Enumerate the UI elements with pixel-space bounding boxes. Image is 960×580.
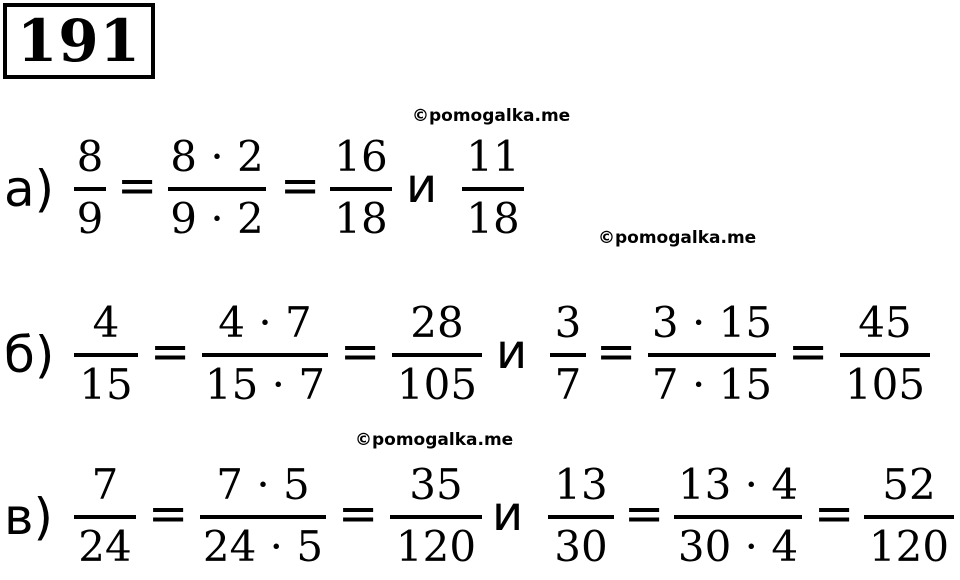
fraction-bar bbox=[864, 515, 954, 519]
equals-sign: = bbox=[338, 486, 379, 542]
denominator: 9 · 2 bbox=[170, 194, 264, 243]
numerator: 8 bbox=[76, 132, 104, 181]
fraction-bar bbox=[200, 515, 326, 519]
denominator: 15 bbox=[79, 360, 133, 409]
watermark: ©pomogalka.me bbox=[598, 228, 757, 248]
conjunction: и bbox=[406, 158, 438, 214]
fraction bbox=[550, 294, 586, 414]
numerator: 13 bbox=[554, 460, 608, 509]
fraction bbox=[392, 294, 482, 414]
fraction bbox=[74, 294, 138, 414]
part-label: в) bbox=[4, 488, 53, 546]
fraction-bar bbox=[548, 515, 614, 519]
denominator: 30 bbox=[554, 522, 608, 571]
denominator: 24 · 5 bbox=[202, 522, 324, 571]
equals-sign: = bbox=[117, 158, 158, 214]
fraction bbox=[74, 456, 136, 576]
fraction bbox=[200, 456, 326, 576]
numerator: 7 · 5 bbox=[216, 460, 310, 509]
part-label: а) bbox=[4, 160, 55, 218]
denominator: 24 bbox=[78, 522, 132, 571]
fraction bbox=[168, 128, 266, 248]
fraction-bar bbox=[74, 515, 136, 519]
fraction bbox=[202, 294, 328, 414]
numerator: 7 bbox=[91, 460, 119, 509]
equals-sign: = bbox=[150, 324, 191, 380]
part-label: б) bbox=[4, 326, 55, 384]
fraction bbox=[74, 128, 106, 248]
denominator: 9 bbox=[76, 194, 104, 243]
numerator: 4 · 7 bbox=[218, 298, 312, 347]
fraction-bar bbox=[462, 187, 524, 191]
fraction bbox=[390, 456, 482, 576]
numerator: 4 bbox=[92, 298, 120, 347]
fraction bbox=[864, 456, 954, 576]
watermark: ©pomogalka.me bbox=[355, 430, 514, 450]
equals-sign: = bbox=[596, 324, 637, 380]
numerator: 16 bbox=[334, 132, 388, 181]
denominator: 18 bbox=[466, 194, 520, 243]
equals-sign: = bbox=[624, 486, 665, 542]
numerator: 11 bbox=[466, 132, 520, 181]
fraction bbox=[674, 456, 802, 576]
fraction-bar bbox=[550, 353, 586, 357]
denominator: 120 bbox=[868, 522, 950, 571]
denominator: 7 bbox=[554, 360, 582, 409]
numerator: 13 · 4 bbox=[677, 460, 799, 509]
numerator: 52 bbox=[882, 460, 936, 509]
problem-number: 191 bbox=[3, 3, 155, 79]
fraction bbox=[648, 294, 776, 414]
denominator: 15 · 7 bbox=[204, 360, 326, 409]
denominator: 30 · 4 bbox=[677, 522, 799, 571]
fraction-bar bbox=[390, 515, 482, 519]
numerator: 3 bbox=[554, 298, 582, 347]
conjunction: и bbox=[492, 486, 524, 542]
numerator: 3 · 15 bbox=[651, 298, 773, 347]
denominator: 105 bbox=[396, 360, 478, 409]
numerator: 45 bbox=[858, 298, 912, 347]
equals-sign: = bbox=[148, 486, 189, 542]
fraction-bar bbox=[392, 353, 482, 357]
fraction-bar bbox=[74, 353, 138, 357]
fraction-bar bbox=[674, 515, 802, 519]
numerator: 8 · 2 bbox=[170, 132, 264, 181]
denominator: 120 bbox=[395, 522, 477, 571]
denominator: 18 bbox=[334, 194, 388, 243]
fraction-bar bbox=[840, 353, 930, 357]
fraction bbox=[840, 294, 930, 414]
fraction bbox=[330, 128, 392, 248]
fraction bbox=[548, 456, 614, 576]
fraction-bar bbox=[74, 187, 106, 191]
numerator: 35 bbox=[409, 460, 463, 509]
fraction-bar bbox=[202, 353, 328, 357]
conjunction: и bbox=[496, 324, 528, 380]
fraction-bar bbox=[168, 187, 266, 191]
fraction-bar bbox=[648, 353, 776, 357]
equals-sign: = bbox=[814, 486, 855, 542]
numerator: 28 bbox=[410, 298, 464, 347]
fraction bbox=[462, 128, 524, 248]
equals-sign: = bbox=[788, 324, 829, 380]
equals-sign: = bbox=[280, 158, 321, 214]
denominator: 105 bbox=[844, 360, 926, 409]
fraction-bar bbox=[330, 187, 392, 191]
equals-sign: = bbox=[340, 324, 381, 380]
denominator: 7 · 15 bbox=[651, 360, 773, 409]
watermark: ©pomogalka.me bbox=[412, 106, 571, 126]
